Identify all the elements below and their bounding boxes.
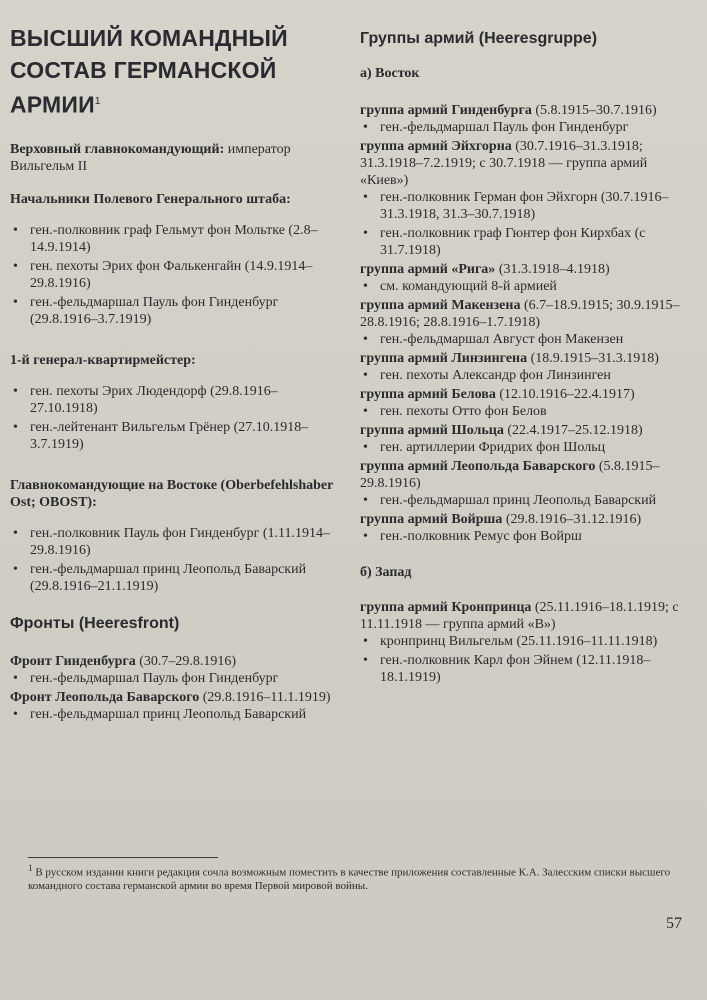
footnote-divider <box>28 857 218 858</box>
list-item: • ген.-фельдмаршал Пауль фон Гинденбург <box>10 670 345 687</box>
group-name: группа армий Кронпринца <box>360 600 532 615</box>
group-name: группа армий Шольца <box>360 423 504 438</box>
group-dates: (25.11.1916–18.1.1919; с 11.11.1918 — группа армий «В») <box>360 600 679 632</box>
page-title <box>10 22 345 121</box>
group-commanders <box>360 331 690 348</box>
supreme-commander <box>10 141 345 175</box>
group-dates: (30.7.1916–31.3.1918; 31.3.1918–7.2.1919; с 30.7.1918 — группа армий «Киев») <box>360 139 648 188</box>
group-dates: (22.4.1917–25.12.1918) <box>503 423 643 438</box>
group-dates: (6.7–18.9.1915; 30.9.1915–28.8.1916; 28.8.1916–1.7.1918) <box>360 298 680 330</box>
group-commanders <box>360 528 690 545</box>
list-item: • ген.-полковник Герман фон Эйхгорн (30.7.1916–31.3.1918, 31.3–30.7.1918) <box>360 189 690 223</box>
obost-heading: Главнокомандующие на Востоке (Oberbefehlshaber Ost; OBOST): <box>10 477 334 510</box>
group-commanders <box>360 278 690 295</box>
supreme-commander-text: император Вильгельм II <box>10 141 291 174</box>
group-entry <box>360 261 690 278</box>
list-item: • ген. пехоты Эрих Людендорф (29.8.1916–27.10.1918) <box>10 383 345 417</box>
group-name: группа армий Леопольда Баварского <box>360 459 596 474</box>
fronts-heading: Фронты (Heeresfront) <box>10 614 180 632</box>
group-dates: (29.8.1916–11.1.1919) <box>199 689 331 705</box>
left-column <box>10 18 345 725</box>
group-commanders <box>360 403 690 420</box>
group-dates: (29.8.1916–31.12.1916) <box>502 512 642 527</box>
group-commanders <box>10 706 345 723</box>
group-entry <box>360 599 690 633</box>
group-entry <box>360 386 690 403</box>
group-name: группа армий Эйхгорна <box>360 139 512 154</box>
list-item: • ген.-полковник граф Гельмут фон Мольтке (2.8–14.9.1914) <box>10 222 345 256</box>
group-commanders <box>360 633 690 686</box>
group-commanders <box>360 119 690 136</box>
list-item: • ген.-фельдмаршал Август фон Макензен <box>360 331 690 348</box>
east-heading: а) Восток <box>360 66 420 81</box>
group-entry <box>360 138 690 189</box>
qm-list <box>10 383 345 453</box>
group-name: группа армий Войрша <box>360 512 503 527</box>
group-name: группа армий Макензена <box>360 298 521 313</box>
group-commanders <box>360 439 690 456</box>
group-name: группа армий Белова <box>360 387 496 402</box>
group-name: группа армий Гинденбурга <box>360 103 532 118</box>
group-entry <box>360 422 690 439</box>
list-item: • ген.-лейтенант Вильгельм Грёнер (27.10.1918–3.7.1919) <box>10 419 345 453</box>
west-heading: б) Запад <box>360 565 412 580</box>
group-entry <box>360 350 690 367</box>
group-dates: (12.10.1916–22.4.1917) <box>495 387 635 402</box>
group-commanders <box>10 670 345 687</box>
list-item: • ген.-фельдмаршал Пауль фон Гинденбург <box>360 119 690 136</box>
group-name: Фронт Гинденбурга <box>10 653 136 669</box>
footnote <box>28 862 688 893</box>
list-item: • ген.-фельдмаршал принц Леопольд Баварский (29.8.1916–21.1.1919) <box>10 561 345 595</box>
group-dates: (5.8.1915–29.8.1916) <box>360 459 660 491</box>
group-entry <box>360 102 690 119</box>
group-dates: (31.3.1918–4.1918) <box>495 262 610 277</box>
list-item: • ген.-фельдмаршал Пауль фон Гинденбург (29.8.1916–3.7.1919) <box>10 294 345 328</box>
chiefs-list <box>10 222 345 328</box>
group-entry <box>10 653 345 670</box>
group-commanders <box>360 367 690 384</box>
title-text: ВЫСШИЙ КОМАНДНЫЙ СОСТАВ ГЕРМАНСКОЙ АРМИИ <box>10 25 288 118</box>
footnote-marker: 1 <box>94 96 101 107</box>
list-item: • ген.-полковник Пауль фон Гинденбург (1.11.1914–29.8.1916) <box>10 525 345 559</box>
list-item: • ген. артиллерии Фридрих фон Шольц <box>360 439 690 456</box>
group-entry <box>360 297 690 331</box>
list-item: • кронпринц Вильгельм (25.11.1916–11.11.1918) <box>360 633 690 650</box>
list-item: • ген. пехоты Отто фон Белов <box>360 403 690 420</box>
group-name: группа армий Линзингена <box>360 351 528 366</box>
group-entry <box>360 458 690 492</box>
group-name: группа армий «Рига» <box>360 262 496 277</box>
footnote-marker: 1 <box>28 863 33 873</box>
list-item: • ген.-полковник Карл фон Эйнем (12.11.1918–18.1.1919) <box>360 652 690 686</box>
list-item: • ген.-полковник граф Гюнтер фон Кирхбах (с 31.7.1918) <box>360 225 690 259</box>
supreme-commander-label: Верховный главнокомандующий: <box>10 141 225 157</box>
list-item: • ген.-полковник Ремус фон Войрш <box>360 528 690 545</box>
footnote-text: В русском издании книги редакция сочла возможным поместить в качестве приложения составленные К.А. Залесским списки высшего командного состава германской армии во время Первой мировой войны. <box>28 866 671 892</box>
group-entry <box>10 689 345 706</box>
group-commanders <box>360 492 690 509</box>
obost-list <box>10 525 345 595</box>
army-groups-heading: Группы армий (Heeresgruppe) <box>360 30 598 47</box>
qm-heading: 1-й генерал-квартирмейстер: <box>10 352 196 368</box>
list-item: • ген.-фельдмаршал принц Леопольд Баварский <box>360 492 690 509</box>
chiefs-heading: Начальники Полевого Генерального штаба: <box>10 191 291 207</box>
group-entry <box>360 511 690 528</box>
right-column <box>360 18 690 688</box>
list-item: • ген.-фельдмаршал принц Леопольд Баварский <box>10 706 345 723</box>
list-item: • см. командующий 8-й армией <box>360 278 690 295</box>
group-commanders <box>360 189 690 259</box>
group-name: Фронт Леопольда Баварского <box>10 689 200 705</box>
list-item: • ген. пехоты Эрих фон Фалькенгайн (14.9.1914–29.8.1916) <box>10 258 345 292</box>
group-dates: (5.8.1915–30.7.1916) <box>531 103 657 118</box>
page-number: 57 <box>666 915 682 932</box>
list-item: • ген. пехоты Александр фон Линзинген <box>360 367 690 384</box>
group-dates: (30.7–29.8.1916) <box>135 653 237 669</box>
group-dates: (18.9.1915–31.3.1918) <box>527 351 659 366</box>
